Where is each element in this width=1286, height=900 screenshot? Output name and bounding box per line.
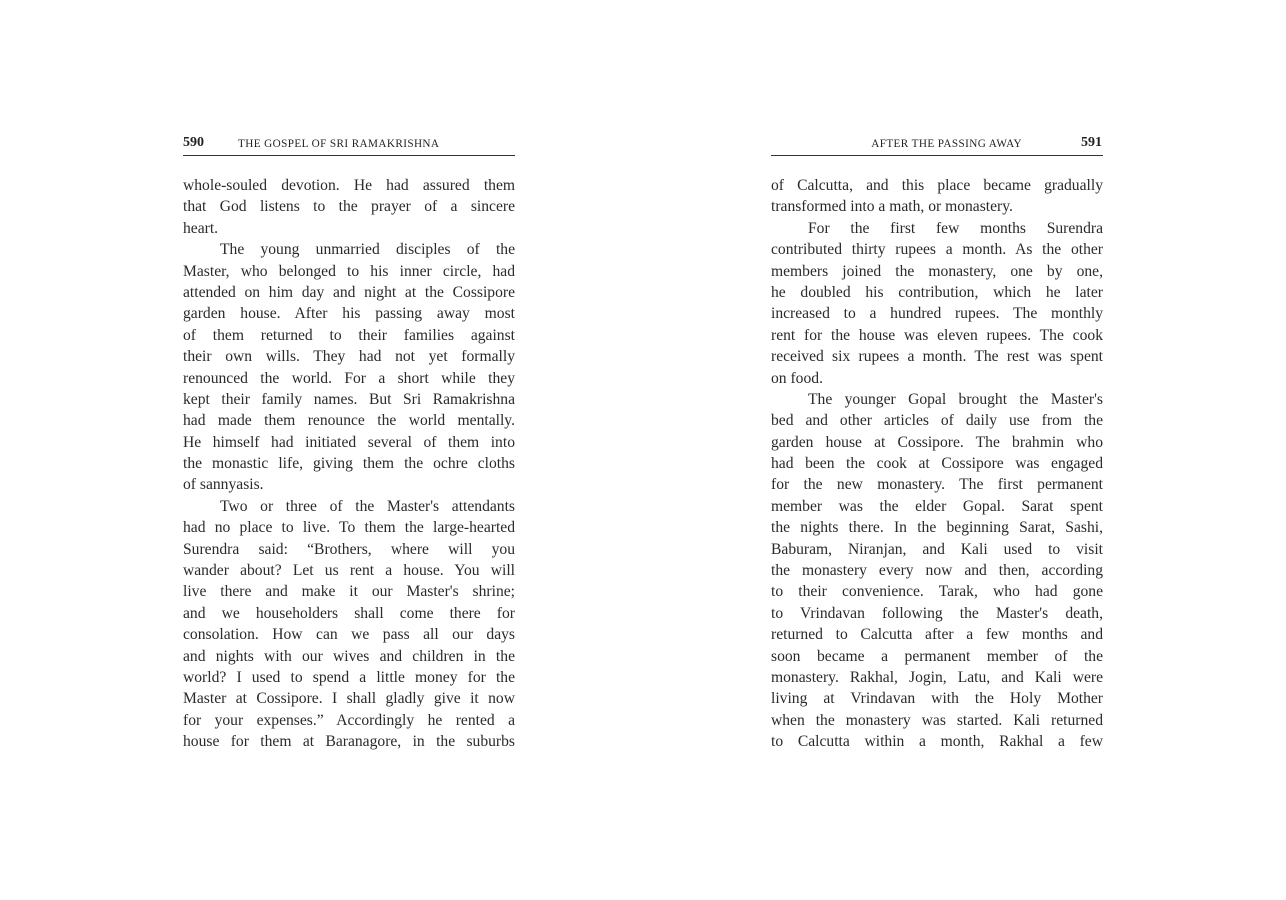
- text-line: world? I used to spend a little money for the: [183, 668, 515, 686]
- text-line: for the new monastery. The first permanent: [771, 476, 1103, 494]
- running-head-title-right: AFTER THE PASSING AWAY: [871, 138, 1022, 150]
- text-line: to their convenience. Tarak, who had gone: [771, 583, 1103, 601]
- text-line: kept their family names. But Sri Ramakrishna: [183, 390, 515, 408]
- text-line: the monastic life, giving them the ochre cloths: [183, 455, 515, 473]
- text-line: member was the elder Gopal. Sarat spent: [771, 497, 1103, 515]
- text-line: live there and make it our Master's shrine;: [183, 583, 515, 601]
- text-line: for your expenses.” Accordingly he rented a: [183, 711, 515, 729]
- running-head-right: [771, 133, 1103, 156]
- text-line: garden house. After his passing away most: [183, 305, 515, 323]
- text-line: Baburam, Niranjan, and Kali used to visit: [771, 540, 1103, 558]
- text-line: the nights there. In the beginning Sarat, Sashi,: [771, 519, 1103, 537]
- text-line: had no place to live. To them the large-hearted: [183, 519, 515, 537]
- text-line: when the monastery was started. Kali returned: [771, 711, 1103, 729]
- text-line: had been the cook at Cossipore was engaged: [771, 455, 1103, 473]
- text-line: The young unmarried disciples of the: [220, 241, 515, 259]
- text-line: of sannyasis.: [183, 476, 264, 494]
- body-text-left: [183, 175, 515, 753]
- text-line: transformed into a math, or monastery.: [771, 198, 1013, 216]
- right-page: [771, 133, 1103, 751]
- text-line: members joined the monastery, one by one,: [771, 262, 1103, 280]
- text-line: their own wills. They had not yet formally: [183, 348, 515, 366]
- text-line: Master at Cossipore. I shall gladly give it now: [183, 690, 515, 708]
- page-number-right: 591: [1081, 135, 1102, 150]
- text-line: and nights with our wives and children in the: [183, 647, 515, 665]
- text-line: to Calcutta within a month, Rakhal a few: [771, 733, 1103, 751]
- text-line: bed and other articles of daily use from the: [771, 412, 1103, 430]
- page-number-left: 590: [183, 135, 204, 150]
- left-page: [183, 133, 515, 751]
- text-line: that God listens to the prayer of a sincere: [183, 198, 515, 216]
- text-line: of them returned to their families against: [183, 326, 515, 344]
- body-text-right: [771, 175, 1103, 753]
- text-line: garden house at Cossipore. The brahmin who: [771, 433, 1103, 451]
- text-line: and we householders shall come there for: [183, 604, 515, 622]
- text-line: had made them renounce the world mentally.: [183, 412, 515, 430]
- text-line: house for them at Baranagore, in the suburbs: [183, 733, 515, 751]
- text-line: of Calcutta, and this place became gradually: [771, 177, 1103, 194]
- text-line: attended on him day and night at the Cossipore: [183, 283, 515, 301]
- text-line: renounced the world. For a short while they: [183, 369, 515, 387]
- text-line: whole-souled devotion. He had assured them: [183, 177, 515, 194]
- text-line: consolation. How can we pass all our days: [183, 626, 515, 644]
- text-line: received six rupees a month. The rest was spent: [771, 348, 1103, 366]
- text-line: heart.: [183, 219, 219, 237]
- text-line: he doubled his contribution, which he later: [771, 283, 1103, 301]
- text-line: living at Vrindavan with the Holy Mother: [771, 690, 1103, 708]
- text-line: Surendra said: “Brothers, where will you: [183, 540, 515, 558]
- text-line: monastery. Rakhal, Jogin, Latu, and Kali were: [771, 668, 1103, 686]
- text-line: The younger Gopal brought the Master's: [808, 390, 1103, 408]
- running-head-title-left: THE GOSPEL OF SRI RAMAKRISHNA: [238, 138, 440, 150]
- text-line: He himself had initiated several of them into: [183, 433, 515, 451]
- text-line: Two or three of the Master's attendants: [220, 497, 515, 515]
- text-line: Master, who belonged to his inner circle, had: [183, 262, 515, 280]
- text-line: wander about? Let us rent a house. You will: [183, 562, 515, 580]
- text-line: the monastery every now and then, according: [771, 562, 1103, 580]
- text-line: returned to Calcutta after a few months and: [771, 626, 1103, 644]
- running-head-left: [183, 133, 515, 156]
- text-line: contributed thirty rupees a month. As the other: [771, 241, 1103, 259]
- text-line: soon became a permanent member of the: [771, 647, 1103, 665]
- text-line: increased to a hundred rupees. The monthly: [771, 305, 1103, 323]
- text-line: For the first few months Surendra: [808, 219, 1103, 237]
- text-line: rent for the house was eleven rupees. The cook: [771, 326, 1103, 344]
- text-line: on food.: [771, 369, 823, 387]
- text-line: to Vrindavan following the Master's death,: [771, 604, 1103, 622]
